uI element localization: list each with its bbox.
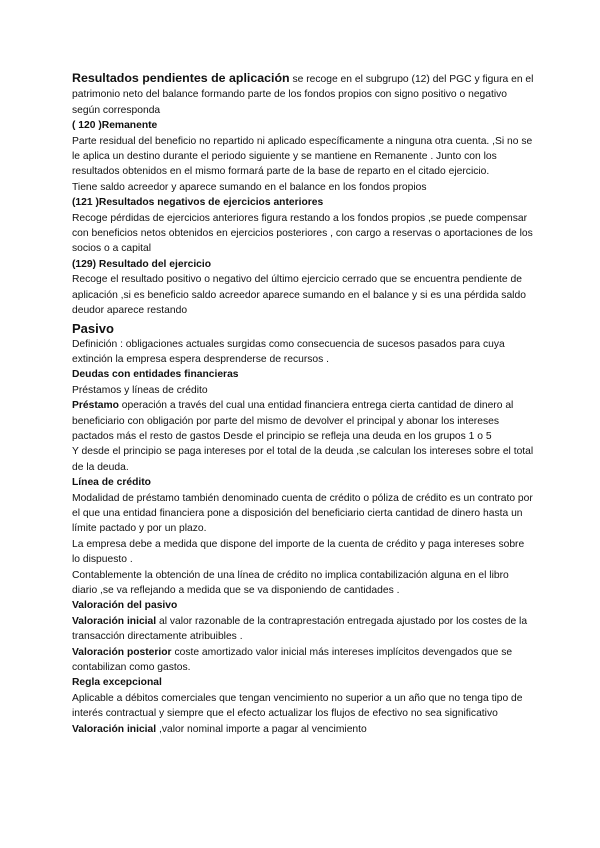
paragraph-linea-modalidad: Modalidad de préstamo también denominado cuenta de crédito o póliza de crédito es un contrato por el que una entidad financiera pone a disposición del beneficiario cierta cantidad de dinero hasta un límite pactado y por un plazo.	[72, 492, 533, 535]
paragraph-129-description: Recoge el resultado positivo o negativo del último ejercicio cerrado que se encuentra pendiente de aplicación ,si es beneficio saldo acreedor aparece sumando en el balance y si es una pérdida saldo deudor aparece restando	[72, 274, 526, 317]
heading-valoracion-pasivo: Valoración del pasivo	[72, 600, 178, 612]
term-valoracion-posterior: Valoración posterior	[72, 646, 172, 658]
paragraph-121-description: Recoge pérdidas de ejercicios anteriores figura restando a los fondos propios ,se puede compensar con beneficios netos obtenidos en ejercicios posteriores , con cargo a reservas o aportaciones de los socios o a capital	[72, 212, 533, 255]
paragraph-linea-contable: Contablemente la obtención de una línea de crédito no implica contabilización alguna en el libro diario ,se va reflejando a medida que se va disponiendo de cantidades .	[72, 569, 509, 596]
heading-regla-excepcional: Regla excepcional	[72, 677, 162, 689]
heading-pasivo: Pasivo	[72, 320, 114, 336]
term-prestamo: Préstamo	[72, 400, 119, 412]
paragraph-valoracion-inicial	[72, 614, 534, 645]
paragraph-prestamo	[72, 398, 534, 444]
heading-linea-credito: Línea de crédito	[72, 477, 151, 489]
paragraph-intereses: Y desde el principio se paga intereses por el total de la deuda ,se calculan los intereses sobre el total de la deuda.	[72, 446, 534, 473]
paragraph-valoracion-posterior	[72, 645, 534, 676]
paragraph-text: ,valor nominal importe a pagar al vencimiento	[156, 723, 367, 735]
document-body	[72, 71, 534, 737]
paragraph-120-saldo: Tiene saldo acreedor y aparece sumando en el balance en los fondos propios	[72, 181, 427, 193]
heading-deudas-entidades: Deudas con entidades financieras	[72, 369, 239, 381]
term-valoracion-inicial: Valoración inicial	[72, 615, 157, 627]
paragraph-text: se recoge en el subgrupo (12) del PGC y figura en el patrimonio neto del balance formando parte de los fondos propios con signo positivo o negativo según corresponda	[72, 74, 534, 116]
paragraph-linea-empresa: La empresa debe a medida que dispone del importe de la cuenta de crédito y paga intereses sobre lo dispuesto .	[72, 538, 525, 566]
paragraph-text: al valor razonable de la contraprestación entregada ajustado por los costes de la transacción directamente atribuibles .	[72, 615, 528, 643]
heading-121-resultados-negativos: (121 )Resultados negativos de ejercicios anteriores	[72, 197, 324, 209]
paragraph-definicion: Definición : obligaciones actuales surgidas como consecuencia de sucesos pasados para cuya extinción la empresa espera desprenderse de recursos .	[72, 338, 505, 365]
paragraph-resultados-pendientes	[72, 71, 534, 118]
paragraph-regla-excepcional: Aplicable a débitos comerciales que tengan vencimiento no superior a un año que no tenga tipo de interés contractual y siempre que el efecto actualizar los flujos de efectivo no sea significativo	[72, 692, 523, 720]
paragraph-prestamos-lineas: Préstamos y líneas de crédito	[72, 384, 208, 396]
paragraph-valoracion-inicial-nominal	[72, 722, 534, 737]
heading-129-resultado-ejercicio: (129) Resultado del ejercicio	[72, 258, 212, 270]
paragraph-120-description: Parte residual del beneficio no repartido ni aplicado específicamente a ninguna otra cuenta. ,Si no se le aplica un destino durante el periodo siguiente y se mantiene en Remanente . Junto con los resultados obtenidos en el mismo formará parte de la base de reparto en el citado ejercicio.	[72, 135, 533, 178]
paragraph-text: coste amortizado valor inicial más intereses implícitos devengados que se contabilizan como gastos.	[72, 646, 513, 674]
paragraph-text: operación a través del cual una entidad financiera entrega cierta cantidad de dinero al beneficiario con obligación por parte del mismo de devolver el principal y abonar los intereses pactados más el resto de gastos Desde el principio se refleja una deuda en los grupos 1 o 5	[72, 400, 514, 442]
heading-120-remanente: ( 120 )Remanente	[72, 120, 158, 132]
term-valoracion-inicial: Valoración inicial	[72, 723, 157, 735]
section-heading-resultados: Resultados pendientes de aplicación	[72, 71, 290, 85]
